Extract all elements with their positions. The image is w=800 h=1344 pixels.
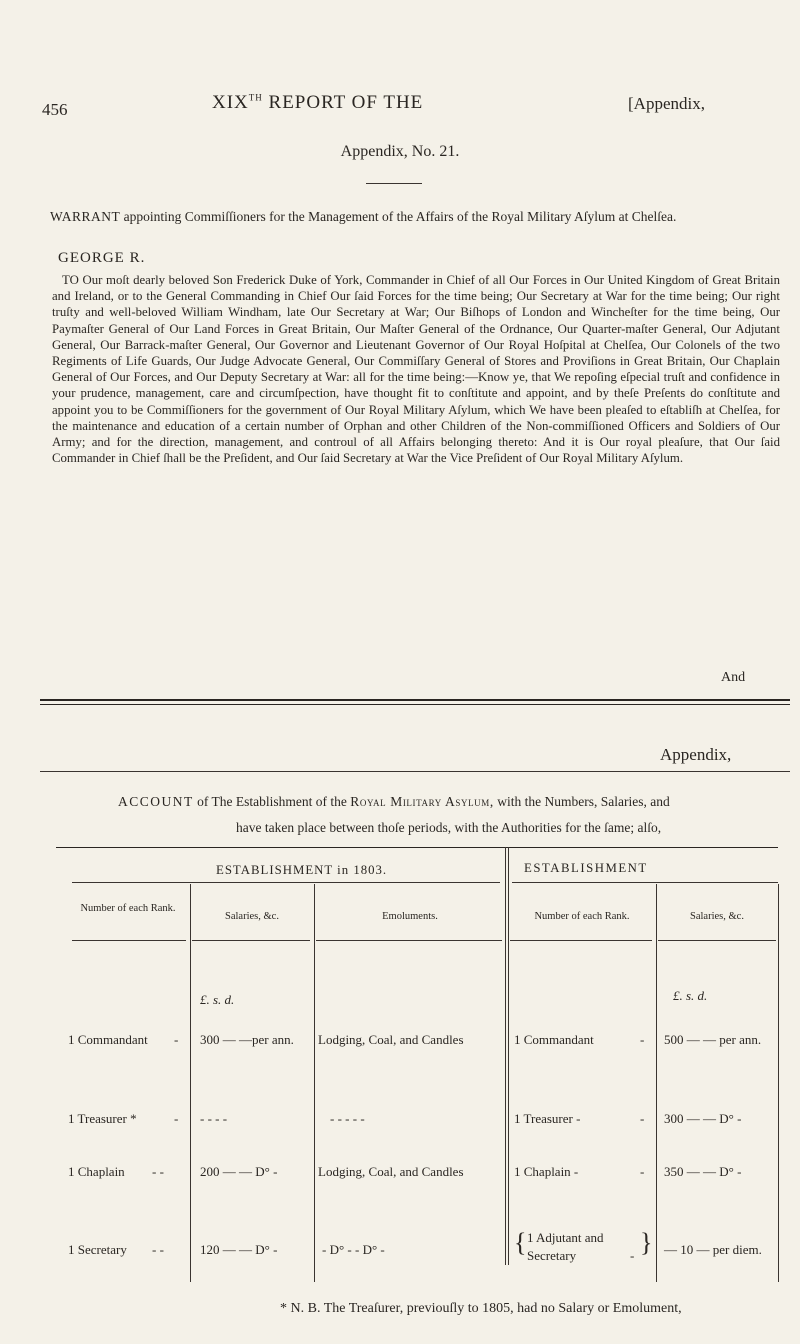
col-divider-5: [778, 884, 779, 1282]
right-group-title: ESTABLISHMENT: [524, 861, 648, 875]
row-4-brace-open: {: [514, 1228, 527, 1257]
account-line-2: have taken place between thoſe periods, with the Authorities for the ſame; alſo,: [236, 820, 662, 835]
row-4-brace-close: }: [640, 1228, 653, 1257]
col-divider-1: [190, 884, 191, 1282]
table-row-4-rank-left: 1 Secretary: [68, 1242, 127, 1257]
table-row-1-dash-left: -: [174, 1032, 179, 1047]
account-word: ACCOUNT: [118, 794, 194, 809]
table-row-2-salary-left: - - - -: [200, 1111, 228, 1126]
table-row-3-rank-right: 1 Chaplain -: [514, 1164, 579, 1179]
table-row-2-rank-right: 1 Treasurer -: [514, 1111, 581, 1126]
head-rule-4: [510, 940, 652, 941]
table-row-1-rank-right: 1 Commandant: [514, 1032, 594, 1047]
table-top-rule: [56, 847, 778, 848]
units-right: £. s. d.: [673, 988, 708, 1003]
table-row-1-dash-right: -: [640, 1032, 645, 1047]
appendix-heading-2: Appendix,: [660, 745, 732, 764]
table-row-4-dash-right: -: [630, 1248, 635, 1263]
table-row-4-salary-left: 120 — — D° -: [200, 1242, 278, 1257]
header-section: [Appendix,: [628, 94, 705, 113]
section-rule-thick: [40, 699, 790, 701]
account-line-1: [118, 794, 670, 810]
running-header: [212, 92, 423, 114]
account-name: Royal Military Asylum,: [350, 794, 494, 809]
header-title: REPORT OF THE: [268, 92, 424, 113]
table-row-4-salary-right: — 10 — per diem.: [664, 1242, 762, 1257]
col-divider-4: [656, 884, 657, 1282]
warrant-rest: appointing Commiſſioners for the Management of the Affairs of the Royal Military Aſylum at Chelſea.: [123, 209, 677, 224]
table-row-4-emolument: - D° - - D° -: [322, 1242, 385, 1257]
col-head-number-right: Number of each Rank.: [534, 911, 630, 922]
right-group-underline: [512, 882, 778, 883]
group-divider-a: [505, 847, 506, 1265]
footnote: * N. B. The Treaſurer, previouſly to 1805, had no Salary or Emolument,: [280, 1301, 682, 1316]
warrant-body: TO Our moſt dearly beloved Son Frederick Duke of York, Commander in Chief of all Our Forces in Our United Kingdom of Great Britain and Ireland, or to the General Commanding in Chief Our ſaid Forces for the time being; Our Secretary at War for the time being; Our right truſty and well-beloved William Windham, late Our Secretary at War; Our Biſhops of London and Wincheſter for the time being, Our Paymaſter General of Our Land Forces in Great Britain, Our Maſter General of the Ordnance, Our Quarter-maſter General, Our Adjutant General, Our Barrack-maſter General, Our Governor and Lieutenant Governor of Our Royal Hoſpital at Chelſea, Our Colonels of the two Regiments of Life Guards, Our Judge Advocate General, Our Commiſſary General of Stores and Proviſions in Great Britain, Our Chaplain General of Our Forces, and Our Deputy Secretary at War: all for the time being:—Know ye, that We repoſing eſpecial truſt and confidence in your prudence, management, care and circumſpection, have thought fit to conſtitute and appoint, and by theſe Preſents do conſtitute and appoint you to be Commiſſioners for the government of Our Royal Military Aſylum, which We have been pleaſed to eſtabliſh at Chelſea, for the maintenance and education of a certain number of Orphan and other Children of the Non-commiſſioned Officers and Soldiers of Our Army; and for the direction, management, and controul of all Affairs belonging thereto: And it is Our royal pleaſure, that Our ſaid Commander in Chief ſhall be the Preſident, and Our ſaid Secretary at War the Vice Preſident of Our Royal Military Aſylum.: [52, 273, 780, 466]
warrant-heading: [50, 208, 780, 225]
table-row-4-dash-left: - -: [152, 1242, 164, 1257]
col-head-emoluments: Emoluments.: [382, 911, 438, 922]
header-ordinal: XIX: [212, 92, 249, 113]
table-row-3-salary-left: 200 — — D° -: [200, 1164, 278, 1179]
table-row-1-rank-left: 1 Commandant: [68, 1032, 148, 1047]
table-row-3-emolument: Lodging, Coal, and Candles: [318, 1164, 464, 1179]
table-row-3-rank-left: 1 Chaplain: [68, 1164, 125, 1179]
group-divider-b: [508, 847, 509, 1265]
units-left: £. s. d.: [200, 992, 235, 1007]
header-ordinal-suffix: TH: [248, 92, 263, 103]
col-head-salaries-right: Salaries, &c.: [690, 911, 744, 922]
account-rest: with the Numbers, Salaries, and: [497, 794, 670, 809]
table-row-2-rank-left: 1 Treasurer *: [68, 1111, 137, 1126]
page-number: 456: [42, 100, 68, 119]
col-divider-2: [314, 884, 315, 1282]
catchword: And: [721, 670, 746, 685]
table-row-1-salary-right: 500 — — per ann.: [664, 1032, 762, 1047]
title-rule: [366, 183, 422, 184]
table-row-1-emolument: Lodging, Coal, and Candles: [318, 1032, 464, 1047]
table-row-1-salary-left: 300 — —per ann.: [200, 1032, 294, 1047]
head-rule-2: [192, 940, 310, 941]
table-row-2-emolument: - - - - -: [330, 1111, 365, 1126]
col-head-number-left: Number of each Rank.: [80, 903, 176, 914]
table-row-3-dash-right: -: [640, 1164, 645, 1179]
head-rule-1: [72, 940, 186, 941]
table-row-3-dash-left: - -: [152, 1164, 164, 1179]
col-head-salaries-left: Salaries, &c.: [225, 911, 279, 922]
account-of-the: of The Establishment of the: [197, 794, 347, 809]
appendix-title: Appendix, No. 21.: [340, 143, 460, 160]
table-row-3-salary-right: 350 — — D° -: [664, 1164, 742, 1179]
head-rule-5: [658, 940, 776, 941]
table-row-2-dash-left: -: [174, 1111, 179, 1126]
left-group-underline: [72, 882, 500, 883]
appendix-rule: [40, 771, 790, 772]
warrant-lead: WARRANT: [50, 209, 121, 224]
head-rule-3: [316, 940, 502, 941]
left-group-title: ESTABLISHMENT in 1803.: [216, 863, 388, 877]
table-row-2-dash-right: -: [640, 1111, 645, 1126]
table-row-4-rank-right-line2: Secretary: [527, 1248, 577, 1263]
king-signature: GEORGE R.: [58, 250, 146, 266]
table-row-2-salary-right: 300 — — D° -: [664, 1111, 742, 1126]
section-rule-thin: [40, 704, 790, 705]
table-row-4-rank-right: 1 Adjutant and: [527, 1230, 604, 1245]
